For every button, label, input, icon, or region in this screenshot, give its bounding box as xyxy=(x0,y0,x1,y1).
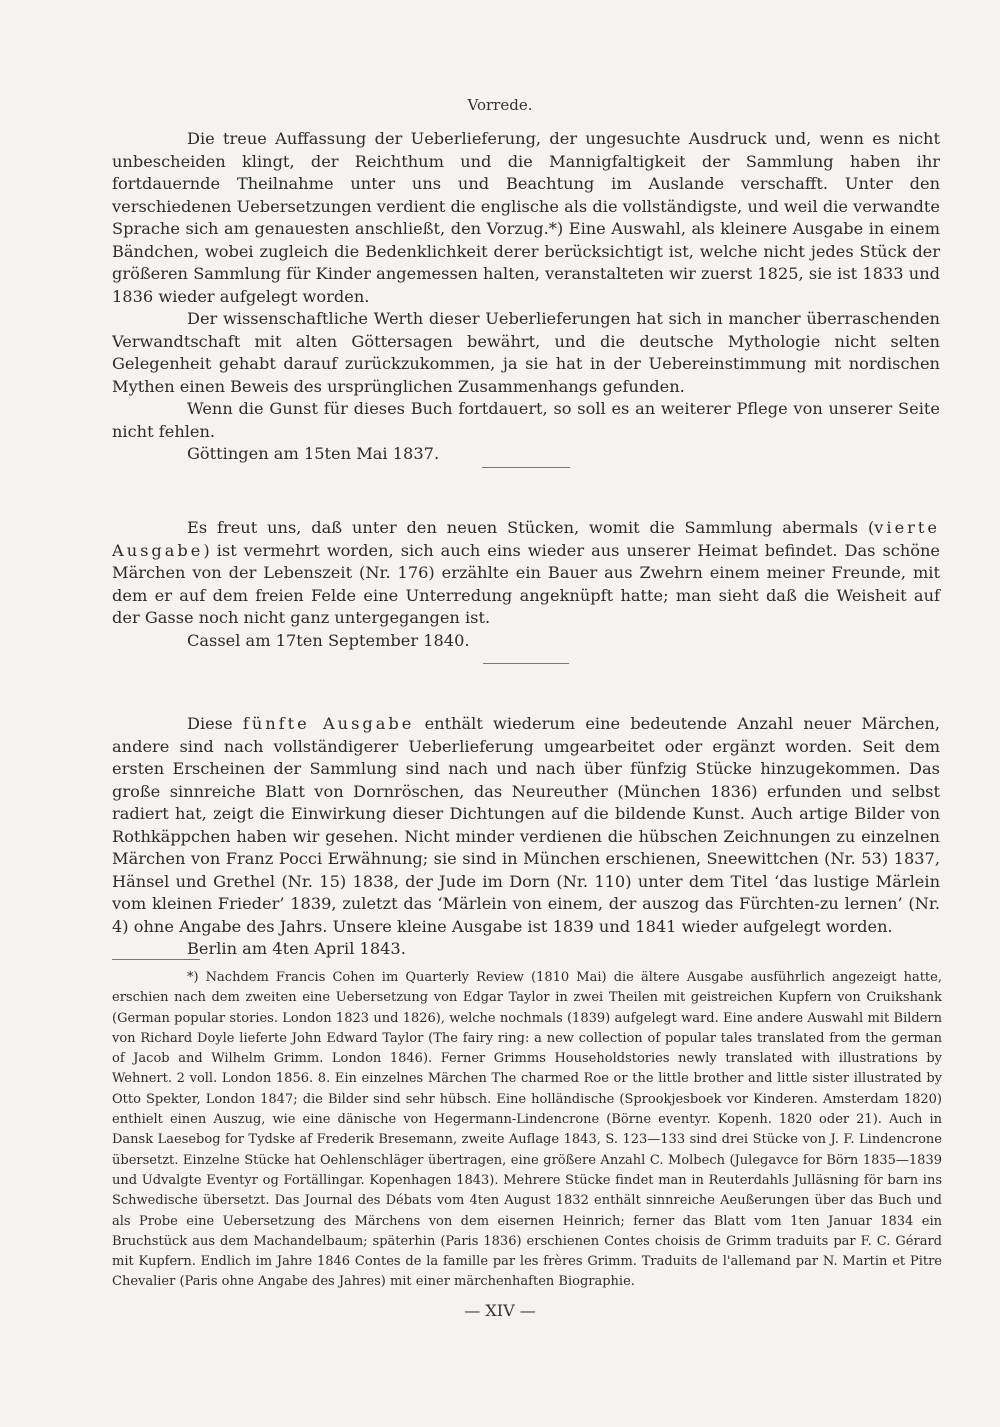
signature-line: Cassel am 17ten September 1840. xyxy=(187,630,470,650)
footnotes xyxy=(112,968,942,1293)
paragraph-text: Es freut uns, daß unter den neuen Stücken, womit die Sammlung abermals ( xyxy=(187,518,875,537)
signature-line: Berlin am 4ten April 1843. xyxy=(187,939,406,958)
spaced-text: vierte Ausgabe xyxy=(112,518,940,560)
preface-section-1837 xyxy=(112,128,940,466)
preface-section-1840 xyxy=(112,517,940,652)
paragraph-text: Diese xyxy=(187,714,243,733)
paragraph: Die treue Auffassung der Ueberlieferung, der ungesuchte Ausdruck und, wenn es nicht unbescheiden klingt, der Reichthum und die Mannigfaltigkeit der Sammlung haben ihr fortdauernde Theilnahme unter uns und Beachtung im Auslande verschafft. Unter den verschiedenen Uebersetzungen verdient die englische als die vollständigste, und weil die verwandte Sprache sich am genauesten anschließt, den Vorzug.*) Eine Auswahl, als kleinere Ausgabe in einem Bändchen, wobei zugleich die Bedenklichkeit derer berücksichtigt ist, welche nicht jedes Stück der größeren Sammlung für Kinder angemessen halten, veranstalteten wir zuerst 1825, sie ist 1833 und 1836 wieder aufgelegt worden. xyxy=(112,129,940,306)
section-divider xyxy=(482,467,570,468)
signature-line: Göttingen am 15ten Mai 1837. xyxy=(187,444,440,463)
paragraph: Wenn die Gunst für dieses Buch fortdauert, so soll es an weiterer Pflege von unserer Seite nicht fehlen. xyxy=(112,399,940,441)
section-divider xyxy=(483,663,569,664)
running-header: Vorrede. xyxy=(467,96,533,114)
paragraph xyxy=(112,713,940,938)
footnote: *) Nachdem Francis Cohen im Quarterly Review (1810 Mai) die ältere Ausgabe ausführlich angezeigt hatte, erschien nach dem zweiten eine Uebersetzung von Edgar Taylor in zwei Theilen mit geistreichen Kupfern von Cruikshank (German popular stories. London 1823 und 1826), welche nochmals (1839) aufgelegt ward. Eine andere Auswahl mit Bildern von Richard Doyle lieferte John Edward Taylor (The fairy ring: a new collection of popular tales translated from the german of Jacob and Wilhelm Grimm. London 1846). Ferner Grimms Householdstories newly translated with illustrations by Wehnert. 2 voll. London 1856. 8. Ein einzelnes Märchen The charmed Roe or the little brother and little sister illustrated by Otto Spekter, London 1847; die Bilder sind sehr hübsch. Eine holländische (Sprookjesboek vor Kinderen. Amsterdam 1820) enthielt einen Auszug, wie eine dänische von Hegermann-Lindencrone (Börne eventyr. Kopenh. 1820 oder 21). Auch in Dansk Laesebog for Tydske af Frederik Bresemann, zweite Auflage 1843, S. 123—133 sind drei Stücke von J. F. Lindencrone übersetzt. Einzelne Stücke hat Oehlenschläger übertragen, eine größere Anzahl C. Molbech (Julegavce for Börn 1835—1839 und Udvalgte Eventyr og Fortällingar. Kopenhagen 1843). Mehrere Stücke findet man in Reuterdahls Julläsning för barn ins Schwedische übersetzt. Das Journal des Débats vom 4ten August 1832 enthält sinnreiche Aeußerungen über das Buch und als Probe eine Uebersetzung des Märchens von dem eisernen Heinrich; ferner das Blatt vom 1ten Januar 1834 ein Bruchstück aus dem Machandelbaum; späterhin (Paris 1836) erschienen Contes choisis de Grimm traduits par F. C. Gérard mit Kupfern. Endlich im Jahre 1846 Contes de la famille par les frères Grimm. Traduits de l'allemand par N. Martin et Pitre Chevalier (Paris ohne Angabe des Jahres) mit einer märchenhaften Biographie. xyxy=(112,970,942,1290)
paragraph xyxy=(112,517,940,630)
spaced-text: fünfte Ausgabe xyxy=(242,714,415,733)
paragraph: Der wissenschaftliche Werth dieser Ueberlieferungen hat sich in mancher überraschenden Verwandtschaft mit alten Göttersagen bewährt, und die deutsche Mythologie nicht selten Gelegenheit gehabt darauf zurückzukommen, ja sie hat in der Uebereinstimmung mit nordischen Mythen einen Beweis des ursprünglichen Zusammenhangs gefunden. xyxy=(112,309,940,396)
paragraph-text: ) ist vermehrt worden, sich auch eins wieder aus unserer Heimat befindet. Das schöne Märchen von der Lebenszeit (Nr. 176) erzählte ein Bauer aus Zwehrn einem meiner Freunde, mit dem er auf dem freien Felde eine Unterredung angeknüpft hatte; man sieht daß die Weisheit auf der Gasse noch nicht ganz untergegangen ist. xyxy=(112,540,940,627)
page-number: — XIV — xyxy=(464,1301,536,1320)
preface-section-1843 xyxy=(112,713,940,961)
footnote-rule xyxy=(112,959,200,960)
paragraph-text: enthält wiederum eine bedeutende Anzahl neuer Märchen, andere sind nach vollständigerer Ueberlieferung umgearbeitet oder ergänzt worden. Seit dem ersten Erscheinen der Sammlung sind nach und nach über fünfzig Stücke hinzugekommen. Das große sinnreiche Blatt von Dornröschen, das Neureuther (München 1836) erfunden und selbst radiert hat, zeigt die Einwirkung dieser Dichtungen auf die bildende Kunst. Auch artige Bilder von Rothkäppchen haben wir gesehen. Nicht minder verdienen die hübschen Zeichnungen zu einzelnen Märchen von Franz Pocci Erwähnung; sie sind in München erschienen, Sneewittchen (Nr. 53) 1837, Hänsel und Grethel (Nr. 15) 1838, der Jude im Dorn (Nr. 110) unter dem Titel ‘das lustige Märlein vom kleinen Frieder’ 1839, zuletzt das ‘Märlein von einem, der auszog das Fürchten-zu lernen’ (Nr. 4) ohne Angabe des Jahrs. Unsere kleine Ausgabe ist 1839 und 1841 wieder aufgelegt worden. xyxy=(112,714,940,936)
